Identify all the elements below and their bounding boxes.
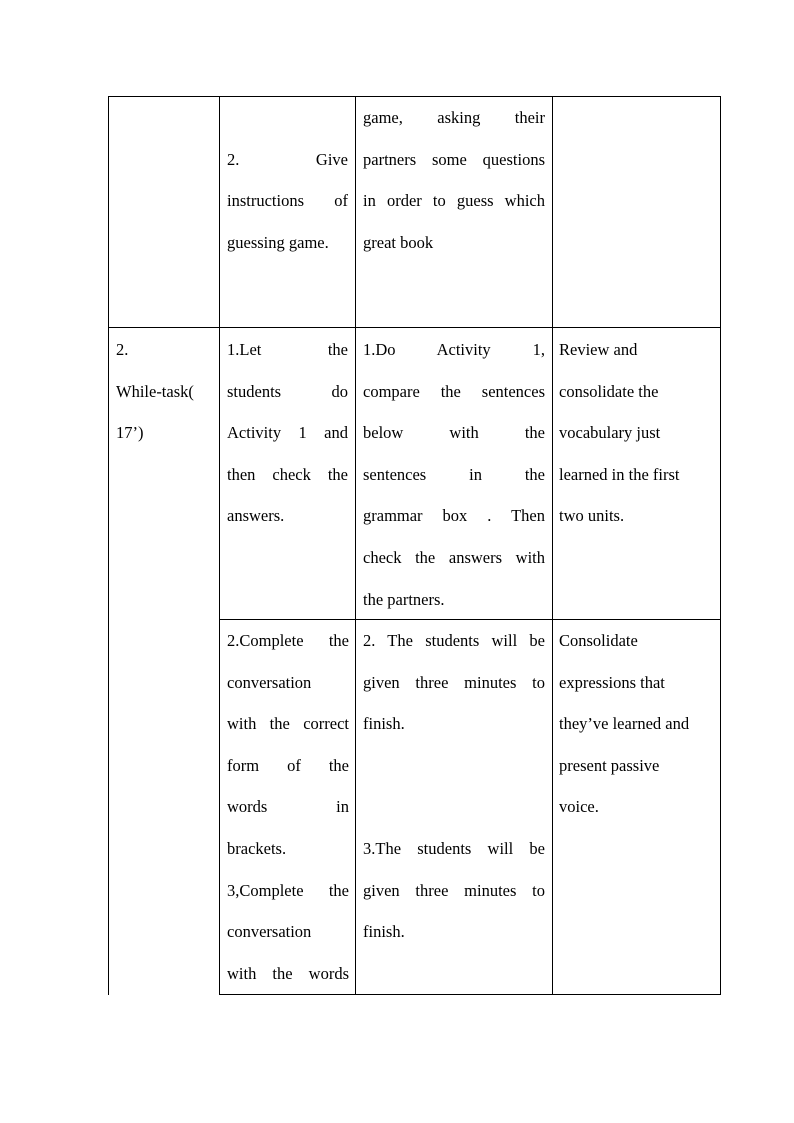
cell-line: consolidate the — [559, 381, 659, 401]
cell-line: in order to guess which — [363, 191, 545, 211]
cell-line: partners some questions — [363, 149, 545, 169]
col-border-left — [108, 96, 109, 995]
cell-line: with the words — [227, 963, 349, 983]
cell-line: conversation — [227, 672, 312, 692]
row1-students-cell — [363, 97, 545, 263]
row3-students-cell — [363, 620, 545, 953]
cell-line: 3.The students will be — [363, 838, 545, 858]
col-border-right — [720, 96, 721, 995]
row3-teacher-cell — [227, 620, 349, 994]
cell-line: vocabulary just — [559, 423, 661, 443]
cell-line: two units. — [559, 506, 625, 526]
row3-purpose-cell — [559, 620, 713, 828]
cell-line: grammar box . Then — [363, 506, 545, 526]
cell-line: Review and — [559, 340, 638, 359]
cell-line: finish. — [363, 714, 405, 734]
cell-line: then check the — [227, 464, 348, 484]
cell-line: with the correct — [227, 714, 349, 734]
col-border-1 — [219, 96, 220, 995]
cell-line: 2. Give — [227, 149, 348, 169]
cell-line: great book — [363, 232, 434, 252]
row2-students-cell — [363, 329, 545, 620]
stage-duration: 17’) — [116, 423, 144, 443]
stage-number: 2. — [116, 340, 129, 359]
row1-teacher-cell — [227, 97, 348, 263]
row-border-1 — [108, 327, 721, 328]
cell-line: the partners. — [363, 589, 445, 609]
cell-line: learned in the first — [559, 464, 680, 484]
cell-line: game, asking their — [363, 108, 545, 127]
cell-line: brackets. — [227, 838, 287, 858]
cell-line: instructions of — [227, 191, 348, 211]
cell-line: given three minutes to — [363, 880, 545, 900]
cell-line: they’ve learned and — [559, 714, 690, 734]
row2-purpose-cell — [559, 329, 713, 537]
stage-name: While-task( — [116, 381, 194, 401]
cell-line: conversation — [227, 922, 312, 942]
row2-teacher-cell — [227, 329, 348, 537]
cell-line — [363, 786, 545, 828]
cell-line: sentences in the — [363, 464, 545, 484]
cell-line: below with the — [363, 423, 545, 443]
cell-line: 3,Complete the — [227, 880, 349, 900]
cell-line: words in — [227, 797, 349, 817]
cell-line — [227, 97, 348, 139]
row2-stage-cell — [116, 329, 212, 454]
cell-line: Activity 1 and — [227, 423, 348, 443]
cell-line: answers. — [227, 506, 285, 526]
col-border-2 — [355, 96, 356, 995]
cell-line: 2. The students will be — [363, 631, 545, 650]
cell-line: voice. — [559, 797, 599, 817]
cell-line: present passive — [559, 755, 660, 775]
cell-line: check the answers with — [363, 547, 545, 567]
cell-line: 1.Do Activity 1, — [363, 340, 545, 359]
cell-line: expressions that — [559, 672, 665, 692]
cell-line: Consolidate — [559, 631, 638, 650]
cell-line: compare the sentences — [363, 381, 545, 401]
cell-line — [363, 745, 545, 787]
cell-line: guessing game. — [227, 232, 329, 252]
cell-line: 1.Let the — [227, 340, 348, 359]
cell-line: given three minutes to — [363, 672, 545, 692]
cell-line: students do — [227, 381, 348, 401]
cell-line: 2.Complete the — [227, 631, 349, 650]
col-border-3 — [552, 96, 553, 995]
cell-line: finish. — [363, 922, 405, 942]
cell-line: form of the — [227, 755, 349, 775]
